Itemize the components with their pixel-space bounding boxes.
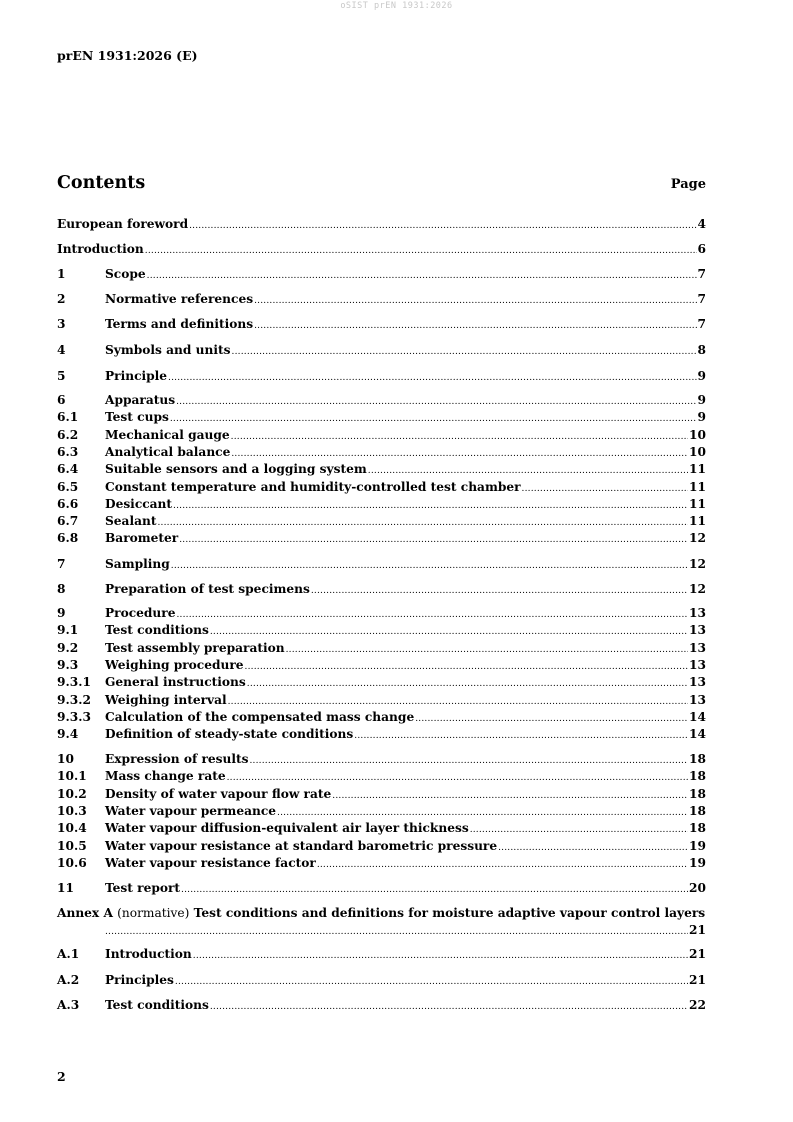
toc-entry[interactable] <box>57 786 706 803</box>
toc-entry-page: 7 <box>697 267 706 281</box>
toc-entry-number: 9 <box>57 606 66 620</box>
toc-entry[interactable] <box>57 946 706 963</box>
toc-entry-title: Expression of results <box>105 752 249 766</box>
toc-entry-title: Test conditions <box>105 623 209 637</box>
toc-entry-page: 12 <box>689 531 706 545</box>
toc-entry-page: 18 <box>689 787 706 801</box>
contents-title: Contents <box>57 173 146 193</box>
toc-entry-title: Preparation of test specimens <box>105 582 310 596</box>
dot-leader <box>171 558 688 575</box>
toc-entry-page: 20 <box>689 881 706 895</box>
toc-entry-page: 13 <box>689 658 706 672</box>
toc-entry-number: 9.3.3 <box>57 710 91 724</box>
dot-leader <box>368 463 688 480</box>
toc-entry-number: 6.8 <box>57 531 79 545</box>
toc-entry[interactable] <box>57 751 706 768</box>
toc-entry-page: 4 <box>697 217 706 231</box>
toc-entry-page: 18 <box>689 769 706 783</box>
toc-entry[interactable] <box>57 820 706 837</box>
dot-leader <box>254 318 696 335</box>
dot-leader <box>193 948 688 965</box>
page-number: 2 <box>57 1069 66 1084</box>
toc-entry[interactable] <box>57 530 706 547</box>
toc-entry-title: Sealant <box>105 514 157 528</box>
toc-entry-title: Test report <box>105 881 181 895</box>
toc-entry-page: 14 <box>689 710 706 724</box>
toc-entry-number: 1 <box>57 267 66 281</box>
toc-entry-number: 5 <box>57 369 66 383</box>
toc-entry[interactable] <box>57 581 706 598</box>
dot-leader <box>145 243 697 260</box>
toc-entry[interactable] <box>57 768 706 785</box>
toc-entry-page: 13 <box>689 606 706 620</box>
toc-entry-title: Introduction <box>105 947 192 961</box>
toc-entry[interactable] <box>57 657 706 674</box>
toc-entry-number: 9.4 <box>57 727 79 741</box>
toc-entry[interactable] <box>57 342 706 359</box>
toc-entry-number: 3 <box>57 317 66 331</box>
toc-entry-page: 9 <box>697 369 706 383</box>
dot-leader <box>175 974 688 991</box>
toc-entry[interactable] <box>57 444 706 461</box>
dot-leader <box>168 370 696 387</box>
toc-entry-title: Principle <box>105 369 168 383</box>
toc-entry-title: Density of water vapour flow rate <box>105 787 332 801</box>
toc-entry-title: Calculation of the compensated mass change <box>105 710 415 724</box>
toc-entry-number: 6 <box>57 393 66 407</box>
toc-entry-page: 18 <box>689 821 706 835</box>
toc-entry-number: 6.4 <box>57 462 79 476</box>
toc-entry-number: 11 <box>57 881 74 895</box>
annex-entry-page-line[interactable] <box>105 922 706 939</box>
toc-entry-page: 12 <box>689 557 706 571</box>
dot-leader <box>170 411 697 428</box>
toc-entry-page: 11 <box>689 480 706 494</box>
toc-entry-number: 6.2 <box>57 428 79 442</box>
toc-entry-number: 9.3.1 <box>57 675 91 689</box>
toc-entry-number: 6.7 <box>57 514 79 528</box>
page-column-label: Page <box>670 177 706 192</box>
toc-entry-number: 9.1 <box>57 623 79 637</box>
toc-entry[interactable] <box>57 622 706 639</box>
toc-entry-number: 10.2 <box>57 787 87 801</box>
toc-entry[interactable] <box>57 556 706 573</box>
toc-entry-page: 21 <box>689 973 706 987</box>
toc-entry-page: 13 <box>689 641 706 655</box>
watermark: oSIST prEN 1931:2026 <box>340 1 453 11</box>
toc-entry-number: 4 <box>57 343 66 357</box>
annex-label: Annex A <box>57 906 113 920</box>
dot-leader <box>227 770 688 787</box>
toc-entry-title: General instructions <box>105 675 246 689</box>
toc-entry[interactable] <box>57 409 706 426</box>
toc-entry-page: 21 <box>689 947 706 961</box>
toc-entry-page: 11 <box>689 462 706 476</box>
toc-entry[interactable] <box>57 605 706 622</box>
toc-entry-title: Mass change rate <box>105 769 226 783</box>
toc-entry-number: 2 <box>57 292 66 306</box>
toc-entry-page: 18 <box>689 804 706 818</box>
dot-leader <box>105 924 688 941</box>
dot-leader <box>189 218 696 235</box>
toc-entry-title: Terms and definitions <box>105 317 254 331</box>
toc-entry[interactable] <box>57 640 706 657</box>
toc-entry-number: 6.1 <box>57 410 79 424</box>
dot-leader <box>232 344 697 361</box>
toc-entry-title: Water vapour resistance factor <box>105 856 316 870</box>
dot-leader <box>247 676 688 693</box>
dot-leader <box>181 882 688 899</box>
toc-entry-number: 9.3 <box>57 658 79 672</box>
toc-entry-number: 6.6 <box>57 497 79 511</box>
toc-entry-title: Apparatus <box>105 393 176 407</box>
toc-entry-title: Weighing procedure <box>105 658 244 672</box>
toc-entry-title: Symbols and units <box>105 343 231 357</box>
toc-entry-title: Definition of steady-state conditions <box>105 727 354 741</box>
toc-entry-title: Sampling <box>105 557 170 571</box>
toc-entry-title: Principles <box>105 973 174 987</box>
toc-entry[interactable] <box>57 216 706 233</box>
toc-entry-title: Test assembly preparation <box>105 641 285 655</box>
toc-entry-title: Analytical balance <box>105 445 231 459</box>
toc-entry[interactable] <box>57 997 706 1014</box>
toc-entry-number: 6.5 <box>57 480 79 494</box>
toc-entry[interactable] <box>57 513 706 530</box>
toc-entry-page: 10 <box>689 428 706 442</box>
toc-entry[interactable] <box>57 496 706 513</box>
toc-entry-number: 10 <box>57 752 74 766</box>
toc-entry-number: A.2 <box>57 973 80 987</box>
toc-entry-page: 7 <box>697 317 706 331</box>
toc-entry-title: Procedure <box>105 606 176 620</box>
toc-entry[interactable] <box>57 709 706 726</box>
toc-entry-page: 13 <box>689 623 706 637</box>
toc-entry-page: 22 <box>689 998 706 1012</box>
dot-leader <box>179 532 688 549</box>
toc-entry[interactable] <box>57 692 706 709</box>
toc-entry-page: 19 <box>689 856 706 870</box>
dot-leader <box>210 999 688 1016</box>
toc-entry-page: 18 <box>689 752 706 766</box>
toc-entry-title: Scope <box>105 267 146 281</box>
toc-entry[interactable] <box>57 427 706 444</box>
toc-entry-title: Test cups <box>105 410 169 424</box>
dot-leader <box>311 583 688 600</box>
toc-entry-number: 10.4 <box>57 821 87 835</box>
toc-entry-title: Introduction <box>57 242 144 256</box>
toc-entry-page: 8 <box>697 343 706 357</box>
toc-entry-number: 7 <box>57 557 66 571</box>
toc-entry-number: A.1 <box>57 947 80 961</box>
dot-leader <box>470 822 688 839</box>
toc-entry-number: 9.3.2 <box>57 693 91 707</box>
toc-entry-number: 8 <box>57 582 66 596</box>
toc-entry-page: 13 <box>689 693 706 707</box>
toc-entry-title: Normative references <box>105 292 254 306</box>
toc-entry-title: Constant temperature and humidity-controlled test chamber <box>105 480 521 494</box>
toc-entry-page: 6 <box>697 242 706 256</box>
document-id: prEN 1931:2026 (E) <box>57 48 198 63</box>
toc-entry[interactable] <box>57 266 706 283</box>
toc-entry-title: European foreword <box>57 217 189 231</box>
toc-entry[interactable] <box>57 726 706 743</box>
annex-entry[interactable] <box>57 905 706 922</box>
toc-entry[interactable] <box>57 855 706 872</box>
toc-entry-page: 11 <box>689 497 706 511</box>
toc-entry-number: 9.2 <box>57 641 79 655</box>
toc-entry[interactable] <box>57 316 706 333</box>
toc-entry[interactable] <box>57 674 706 691</box>
toc-entry[interactable] <box>57 368 706 385</box>
toc-entry-number: 10.5 <box>57 839 87 853</box>
toc-entry[interactable] <box>57 479 706 496</box>
toc-entry-number: 6.3 <box>57 445 79 459</box>
toc-entry-number: 10.3 <box>57 804 87 818</box>
toc-entry-title: Water vapour diffusion-equivalent air layer thickness <box>105 821 469 835</box>
toc-entry-title: Test conditions <box>105 998 209 1012</box>
toc-entry-page: 11 <box>689 514 706 528</box>
annex-type: (normative) <box>117 906 190 920</box>
toc-entry-number: 10.1 <box>57 769 87 783</box>
toc-entry[interactable] <box>57 241 706 258</box>
dot-leader <box>354 728 688 745</box>
toc-entry-title: Mechanical gauge <box>105 428 230 442</box>
toc-entry-title: Water vapour permeance <box>105 804 277 818</box>
dot-leader <box>210 624 688 641</box>
dot-leader <box>147 268 697 285</box>
toc-entry-page: 9 <box>697 393 706 407</box>
toc-entry-page: 9 <box>697 410 706 424</box>
toc-entry-page: 12 <box>689 582 706 596</box>
toc-entry-page: 13 <box>689 675 706 689</box>
toc-entry[interactable] <box>57 392 706 409</box>
toc-entry[interactable] <box>57 291 706 308</box>
toc-entry[interactable] <box>57 803 706 820</box>
toc-entry-title: Water vapour resistance at standard barometric pressure <box>105 839 498 853</box>
annex-page: 21 <box>689 923 706 937</box>
toc-entry-number: A.3 <box>57 998 80 1012</box>
annex-title: Test conditions and definitions for moisture adaptive vapour control layers <box>193 906 706 920</box>
toc-entry-number: 10.6 <box>57 856 87 870</box>
contents-header <box>57 173 706 193</box>
toc-entry[interactable] <box>57 461 706 478</box>
toc-entry-page: 10 <box>689 445 706 459</box>
toc-entry-page: 14 <box>689 727 706 741</box>
toc-entry-title: Barometer <box>105 531 179 545</box>
dot-leader <box>254 293 696 310</box>
toc-entry[interactable] <box>57 880 706 897</box>
toc-entry[interactable] <box>57 972 706 989</box>
toc-entry-title: Weighing interval <box>105 693 227 707</box>
toc-entry-page: 19 <box>689 839 706 853</box>
toc-entry-title: Desiccant <box>105 497 173 511</box>
toc-entry-title: Suitable sensors and a logging system <box>105 462 367 476</box>
dot-leader <box>317 857 688 874</box>
toc-entry[interactable] <box>57 838 706 855</box>
toc-entry-page: 7 <box>697 292 706 306</box>
